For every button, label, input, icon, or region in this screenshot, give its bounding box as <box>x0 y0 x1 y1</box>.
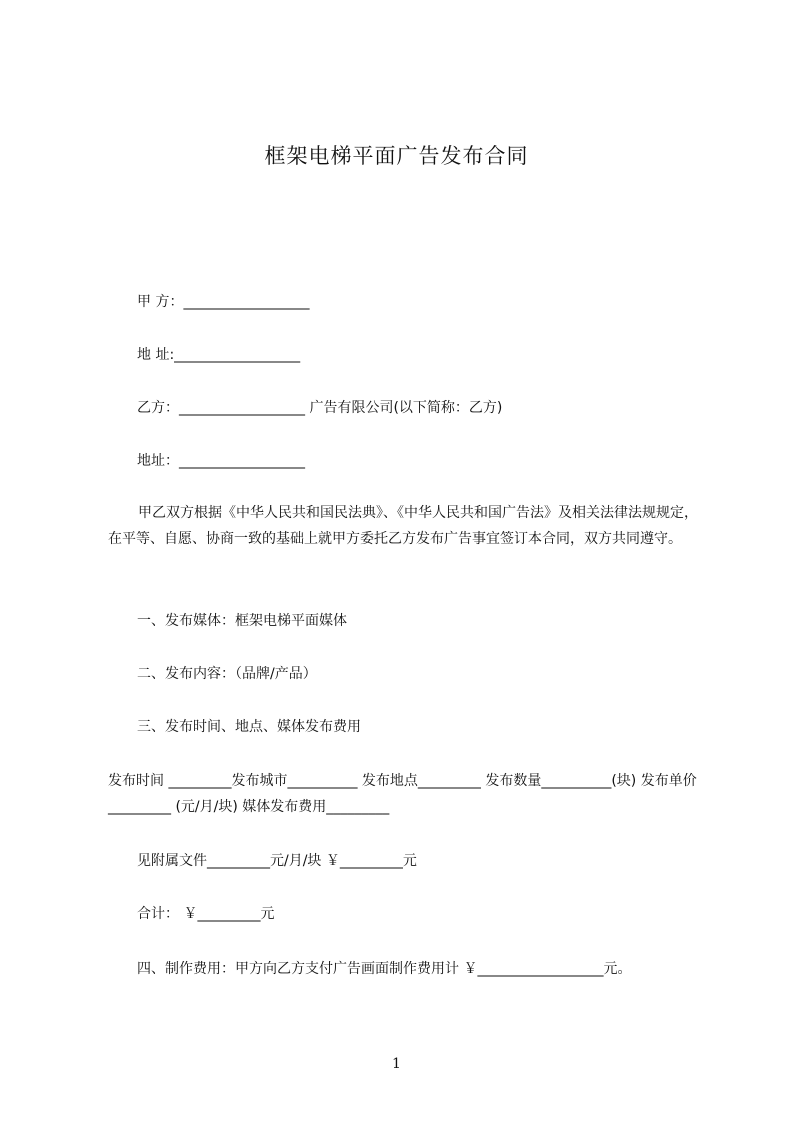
party-a-address-line: 地 址:__________________ <box>137 347 301 363</box>
party-a-line: 甲 方：__________________ <box>137 294 310 310</box>
page-number: 1 <box>392 1056 401 1072</box>
total-line: 合计： ￥_________元 <box>137 906 275 922</box>
section-1-media: 一、发布媒体：框架电梯平面媒体 <box>137 613 347 629</box>
section-3-heading: 三、发布时间、地点、媒体发布费用 <box>137 719 361 735</box>
section-3-details: 发布时间 _________发布城市__________ 发布地点_________ 发布数量__________(块) 发布单价_________ (元/月/块) 媒体发布费用_________ <box>108 773 697 815</box>
intro-paragraph <box>108 500 708 552</box>
section-2-content: 二、发布内容：（品牌/产品） <box>137 666 317 682</box>
section-4-production-fee: 四、制作费用：甲方向乙方支付广告画面制作费用计 ￥__________________元。 <box>137 961 632 977</box>
party-b-address-line: 地址：__________________ <box>137 453 305 469</box>
contract-title: 框架电梯平面广告发布合同 <box>264 144 529 168</box>
attachment-line: 见附属文件_________元/月/块 ￥_________元 <box>137 853 417 869</box>
intro-text: 甲乙双方根据《中华人民共和国民法典》、《中华人民共和国广告法》及相关法律法规规定，在平等、自愿、协商一致的基础上就甲方委托乙方发布广告事宜签订本合同，双方共同遵守。 <box>108 505 698 547</box>
party-b-line: 乙方：__________________ 广告有限公司(以下简称：乙方) <box>137 400 503 416</box>
